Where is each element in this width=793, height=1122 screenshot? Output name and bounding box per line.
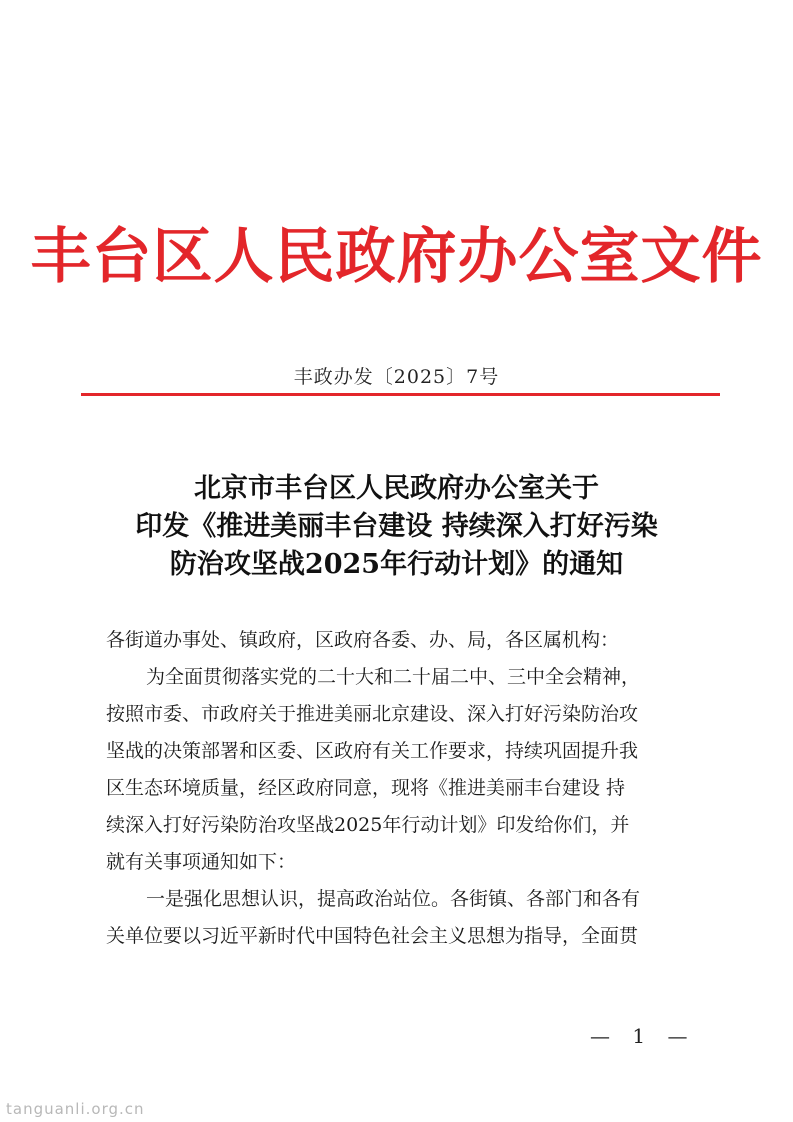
title-line-2: 印发《推进美丽丰台建设 持续深入打好污染	[135, 511, 658, 542]
paragraph-1-line-5: 续深入打好污染防治攻坚战2025年行动计划》印发给你们，并	[106, 814, 630, 836]
document-number: 丰政办发〔2025〕7号	[293, 366, 500, 388]
salutation: 各街道办事处、镇政府，区政府各委、办、局，各区属机构：	[106, 629, 620, 651]
paragraph-1-line-2: 按照市委、市政府关于推进美丽北京建设、深入打好污染防治攻	[106, 703, 639, 725]
paragraph-1-line-6: 就有关事项通知如下：	[106, 851, 297, 873]
paragraph-1-line-3: 坚战的决策部署和区委、区政府有关工作要求，持续巩固提升我	[106, 740, 639, 762]
paragraph-1-line-4: 区生态环境质量，经区政府同意，现将《推进美丽丰台建设 持	[106, 777, 626, 799]
notice-title	[40, 470, 753, 584]
title-line-1: 北京市丰台区人民政府办公室关于	[194, 473, 599, 504]
paragraph-1-line-1: 为全面贯彻落实党的二十大和二十届二中、三中全会精神，	[146, 666, 641, 688]
page-number: — 1 —	[590, 1024, 696, 1048]
masthead-title: 丰台区人民政府办公室文件	[30, 222, 763, 292]
red-divider-line	[81, 393, 720, 396]
paragraph-2-line-1: 一是强化思想认识，提高政治站位。各街镇、各部门和各有	[146, 888, 641, 910]
paragraph-2-line-2: 关单位要以习近平新时代中国特色社会主义思想为指导，全面贯	[106, 925, 639, 947]
document-body	[106, 622, 702, 955]
watermark: tanguanli.org.cn	[6, 1100, 145, 1118]
title-line-3: 防治攻坚战2025年行动计划》的通知	[169, 549, 624, 580]
